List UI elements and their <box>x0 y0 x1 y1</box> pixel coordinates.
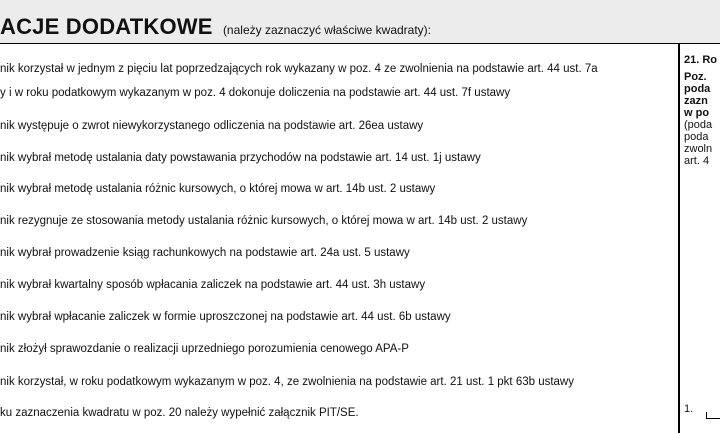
field-21-desc-line: w po <box>684 108 710 119</box>
option-row: nik złożył sprawozdanie o realizacji uprzedniego porozumienia cenowego APA-P <box>0 343 409 355</box>
option-row: nik wybrał wpłacanie zaliczek w formie uproszczonej na podstawie art. 44 ust. 6b ustawy <box>0 311 451 323</box>
field-21-note-line: zwoln <box>684 144 713 155</box>
option-row: ku zaznaczenia kwadratu w poz. 20 należy wypełnić załącznik PIT/SE. <box>0 407 359 419</box>
section-header <box>0 0 720 44</box>
option-row: nik wybrał prowadzenie ksiąg rachunkowych na podstawie art. 24a ust. 5 ustawy <box>0 247 410 259</box>
option-1-checkbox[interactable] <box>706 412 720 419</box>
option-row: nik wybrał metodę ustalania różnic kursowych, o której mowa w art. 14b ust. 2 ustawy <box>0 183 436 195</box>
option-row: nik korzystał w jednym z pięciu lat poprzedzających rok wykazany w poz. 4 ze zwolnienia na podstawie art. 44 ust. 7a <box>0 63 598 75</box>
field-21-note-line: art. 4 <box>684 156 710 167</box>
option-row: nik wybrał kwartalny sposób wpłacania zaliczek na podstawie art. 44 ust. 3h ustawy <box>0 279 426 291</box>
field-21-desc-line: poda <box>684 84 711 95</box>
field-21-note-line: (poda <box>684 120 713 131</box>
option-row: nik korzystał, w roku podatkowym wykazanym w poz. 4, ze zwolnienia na podstawie art. 21 ust. 1 pkt 63b ustawy <box>0 376 574 388</box>
option-1-label: 1. <box>684 404 694 415</box>
field-21-desc-line: zazn <box>684 96 708 107</box>
field-21-note-line: poda <box>684 132 709 143</box>
option-row: nik wybrał metodę ustalania daty powstawania przychodów na podstawie art. 14 ust. 1j ustawy <box>0 152 481 164</box>
section-subtitle: (należy zaznaczyć właściwe kwadraty): <box>222 23 432 37</box>
section-title-text: ACJE DODATKOWE <box>0 14 213 39</box>
column-divider <box>678 44 680 433</box>
field-21-desc-line: Poz. <box>684 72 707 83</box>
field-21-label: 21. Ro <box>684 55 718 66</box>
section-title <box>0 14 431 40</box>
option-row: nik występuje o zwrot niewykorzystanego odliczenia na podstawie art. 26ea ustawy <box>0 120 424 132</box>
option-row: nik rezygnuje ze stosowania metody ustalania różnic kursowych, o której mowa w art. 14b ust. 2 ustawy <box>0 215 528 227</box>
option-row: y i w roku podatkowym wykazanym w poz. 4 dokonuje doliczenia na podstawie art. 44 ust. 7f ustawy <box>0 87 511 99</box>
